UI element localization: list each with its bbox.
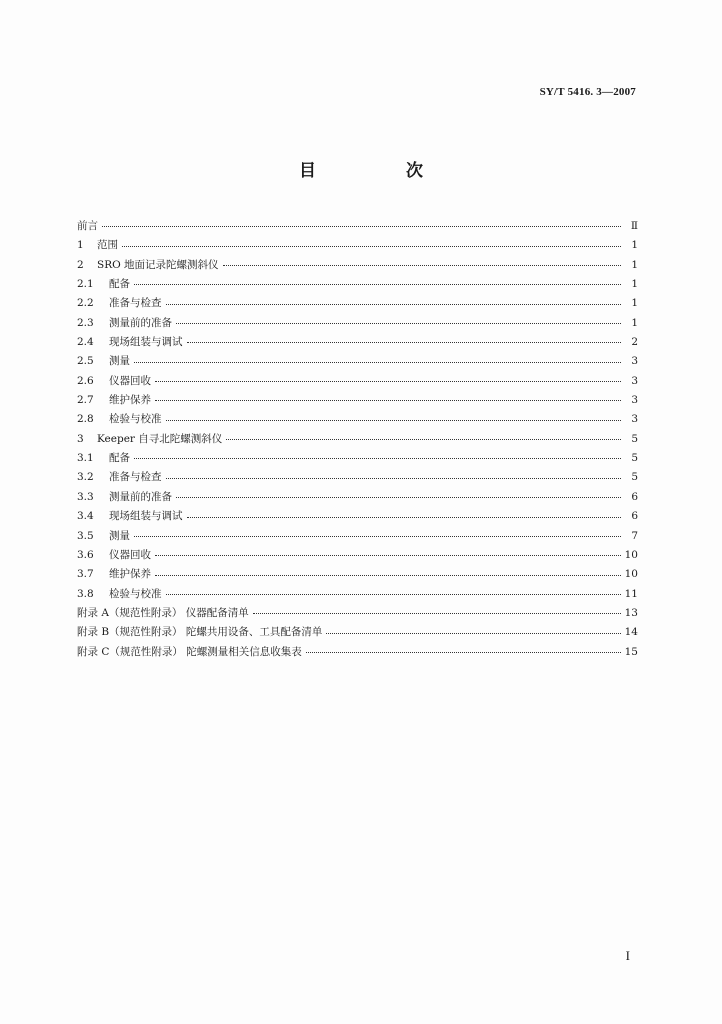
toc-entry-page: 1 (631, 239, 638, 252)
toc-entry-number: 3.6 (77, 548, 94, 561)
toc-dot-leader (326, 633, 621, 634)
toc-entry-label: 配备 (109, 452, 130, 465)
toc-entry[interactable] (77, 507, 638, 526)
toc-dot-leader (166, 420, 622, 421)
toc-entry-label: 维护保养 (109, 394, 151, 407)
toc-entry-page: 3 (631, 355, 638, 368)
toc-dot-leader (102, 226, 621, 227)
toc-entry[interactable] (77, 352, 638, 371)
toc-entry[interactable] (77, 604, 638, 623)
toc-dot-leader (134, 362, 621, 363)
toc-entry-page: 3 (631, 394, 638, 407)
toc-entry-page: Ⅱ (630, 220, 638, 232)
toc-entry-label: 配备 (109, 278, 130, 291)
page-number: I (625, 948, 630, 963)
toc-entry-page: 7 (631, 529, 638, 542)
toc-dot-leader (176, 323, 621, 324)
toc-dot-leader (223, 265, 621, 266)
toc-entry-page: 1 (631, 316, 638, 329)
toc-entry-number: 3 (77, 432, 84, 445)
toc-entry[interactable] (77, 643, 638, 662)
toc-entry[interactable] (77, 488, 638, 507)
toc-entry-label: 附录 C（规范性附录） 陀螺测量相关信息收集表 (77, 645, 302, 658)
toc-entry-number: 3.1 (77, 452, 94, 465)
toc-entry-label: 准备与检查 (109, 471, 162, 484)
toc-entry-label: 准备与检查 (109, 297, 162, 310)
toc-entry-label: 仪器回收 (109, 548, 151, 561)
toc-entry-page: 5 (631, 432, 638, 445)
toc-dot-leader (166, 594, 622, 595)
toc-entry[interactable] (77, 391, 638, 410)
toc-entry-page: 10 (624, 568, 638, 581)
toc-entry-number: 2.6 (77, 374, 94, 387)
toc-dot-leader (166, 478, 622, 479)
toc-dot-leader (187, 517, 622, 518)
toc-entry[interactable] (77, 449, 638, 468)
toc-entry-number: 2 (77, 258, 84, 271)
standard-code: SY/T 5416. 3—2007 (539, 86, 636, 98)
toc-entry[interactable] (77, 468, 638, 487)
toc-dot-leader (155, 400, 621, 401)
toc-entry[interactable] (77, 275, 638, 294)
toc-entry-label: 现场组装与调试 (109, 336, 183, 349)
toc-dot-leader (134, 536, 621, 537)
toc-entry[interactable] (77, 372, 638, 391)
toc-entry-label: SRO 地面记录陀螺测斜仪 (97, 258, 219, 271)
toc-entry[interactable] (77, 236, 638, 255)
toc-entry-page: 6 (631, 510, 638, 523)
toc-entry-page: 15 (624, 645, 638, 658)
toc-dot-leader (306, 652, 621, 653)
toc-entry-number: 2.5 (77, 355, 94, 368)
toc-entry-label: 维护保养 (109, 568, 151, 581)
toc-dot-leader (155, 575, 621, 576)
toc-entry[interactable] (77, 294, 638, 313)
toc-entry-label: 范围 (97, 239, 118, 252)
toc-entry[interactable] (77, 314, 638, 333)
toc-entry-page: 6 (631, 490, 638, 503)
toc-entry[interactable] (77, 527, 638, 546)
toc-entry[interactable] (77, 623, 638, 642)
toc-entry-number: 3.5 (77, 529, 94, 542)
toc-entry-label: 检验与校准 (109, 587, 162, 600)
toc-entry-number: 3.2 (77, 471, 94, 484)
toc-entry[interactable] (77, 217, 638, 236)
toc-entry-number: 3.8 (77, 587, 94, 600)
toc-entry-page: 10 (624, 548, 638, 561)
toc-entry[interactable] (77, 546, 638, 565)
toc-entry-page: 14 (624, 626, 638, 639)
toc-entry-page: 5 (631, 452, 638, 465)
toc-entry-number: 1 (77, 239, 84, 252)
toc-entry-label: 附录 A（规范性附录） 仪器配备清单 (77, 606, 249, 619)
toc-entry[interactable] (77, 333, 638, 352)
toc-entry-page: 2 (631, 336, 638, 349)
toc-entry[interactable] (77, 256, 638, 275)
toc-dot-leader (155, 381, 621, 382)
toc-entry[interactable] (77, 410, 638, 429)
table-of-contents (77, 217, 638, 662)
toc-entry-number: 3.3 (77, 490, 94, 503)
toc-entry-number: 2.1 (77, 278, 94, 291)
toc-entry-number: 3.7 (77, 568, 94, 581)
toc-entry-number: 2.7 (77, 394, 94, 407)
toc-entry-label: 测量前的准备 (109, 316, 172, 329)
toc-entry-page: 11 (624, 587, 638, 600)
toc-entry[interactable] (77, 565, 638, 584)
toc-entry-page: 1 (631, 258, 638, 271)
toc-dot-leader (226, 439, 621, 440)
toc-dot-leader (176, 497, 621, 498)
toc-entry-label: 测量前的准备 (109, 490, 172, 503)
toc-entry-number: 2.2 (77, 297, 94, 310)
toc-dot-leader (134, 284, 621, 285)
toc-entry[interactable] (77, 585, 638, 604)
toc-entry-page: 1 (631, 278, 638, 291)
toc-dot-leader (187, 342, 622, 343)
toc-entry-label: 附录 B（规范性附录） 陀螺共用设备、工具配备清单 (77, 626, 323, 639)
toc-title: 目 次 (299, 161, 465, 181)
toc-entry-page: 3 (631, 413, 638, 426)
toc-dot-leader (134, 458, 621, 459)
toc-dot-leader (166, 304, 622, 305)
toc-dot-leader (253, 613, 621, 614)
toc-entry-number: 2.8 (77, 413, 94, 426)
toc-entry-number: 2.3 (77, 316, 94, 329)
toc-entry-label: 前言 (77, 220, 98, 232)
toc-entry[interactable] (77, 430, 638, 449)
toc-entry-page: 5 (631, 471, 638, 484)
toc-dot-leader (155, 555, 621, 556)
toc-entry-label: 测量 (109, 355, 130, 368)
toc-entry-number: 3.4 (77, 510, 94, 523)
toc-dot-leader (122, 246, 621, 247)
toc-entry-label: 仪器回收 (109, 374, 151, 387)
toc-entry-label: 检验与校准 (109, 413, 162, 426)
toc-entry-page: 1 (631, 297, 638, 310)
toc-entry-page: 3 (631, 374, 638, 387)
toc-entry-label: 现场组装与调试 (109, 510, 183, 523)
toc-entry-page: 13 (624, 606, 638, 619)
toc-entry-label: Keeper 自寻北陀螺测斜仪 (97, 432, 223, 445)
toc-entry-label: 测量 (109, 529, 130, 542)
toc-entry-number: 2.4 (77, 336, 94, 349)
